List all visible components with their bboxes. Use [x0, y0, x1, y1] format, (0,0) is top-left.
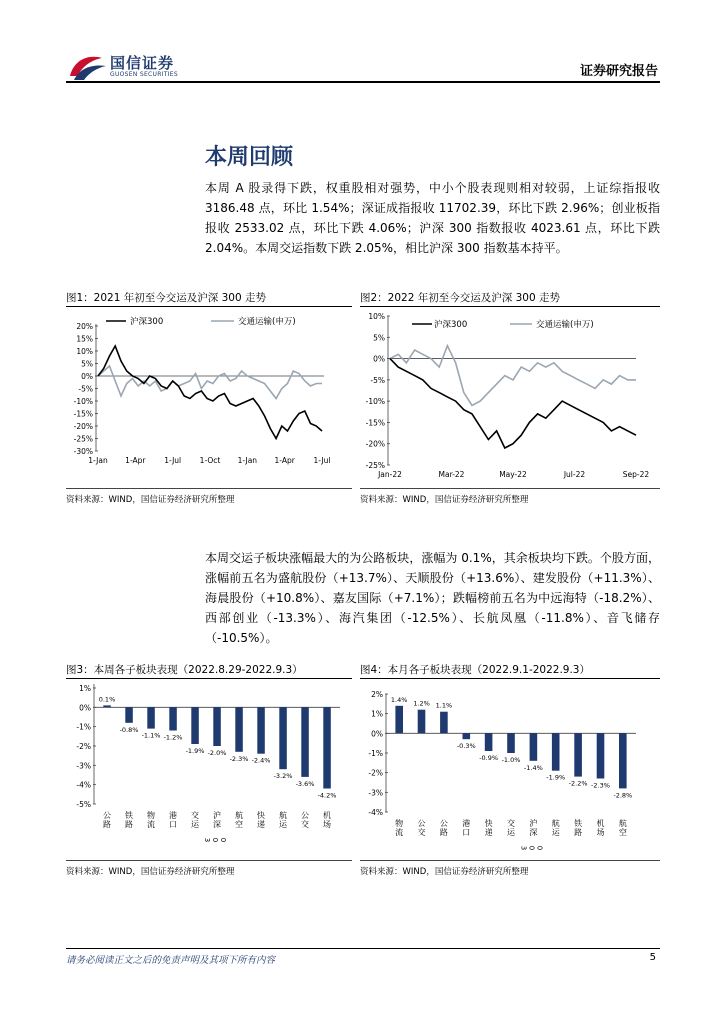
fig4-bar	[552, 733, 560, 770]
fig3-bar-label: -1.9%	[185, 747, 205, 756]
fig3-bar	[147, 707, 155, 728]
fig1-xtick-label: 1-Jan	[237, 456, 258, 465]
fig4-bar	[418, 710, 426, 734]
fig1-ytick-label: -5%	[78, 384, 93, 394]
figure-4-bottom-rule	[360, 860, 660, 861]
fig4-bar-label: -0.9%	[479, 754, 499, 763]
fig3-ytick-label: -4%	[76, 780, 91, 790]
fig3-bar-label: -3.6%	[295, 779, 315, 788]
fig1-ytick-label: 10%	[76, 347, 93, 356]
figure-1-top-rule	[66, 306, 352, 307]
fig2-xtick-label: May-22	[499, 470, 527, 479]
fig2-ytick-label: -25%	[365, 461, 385, 470]
fig2-xtick-label: Jul-22	[563, 470, 586, 479]
fig4-bar	[574, 733, 582, 776]
figure-2-title: 图2：2022 年初至今交运及沪深 300 走势	[360, 292, 560, 304]
fig3-category-label: 铁路	[125, 811, 133, 829]
fig4-bar-label: 1.4%	[390, 695, 408, 704]
fig4-bar-label: 1.1%	[435, 701, 453, 710]
fig1-ytick-label: 15%	[76, 334, 93, 344]
fig1-ytick-label: 0%	[81, 372, 93, 381]
fig4-ytick-label: -3%	[368, 788, 383, 798]
fig4-bar	[597, 733, 605, 778]
fig2-ytick-label: -10%	[365, 397, 385, 407]
figure-3-chart	[66, 682, 356, 857]
fig3-bar-label: -2.4%	[251, 756, 271, 765]
fig4-category-label: 铁路	[574, 819, 583, 837]
fig2-ytick-label: -5%	[370, 375, 385, 385]
fig1-ytick-label: 20%	[76, 322, 93, 331]
fig1-xtick-label: 1-Apr	[125, 456, 146, 465]
fig3-category-label: 航运	[279, 811, 287, 829]
fig2-ytick-label: 5%	[373, 333, 385, 343]
fig4-bar	[395, 706, 403, 734]
fig4-bar	[530, 733, 538, 761]
figure-4-top-rule	[360, 678, 660, 679]
fig3-ytick-label: 1%	[79, 684, 91, 693]
fig4-category-label: 公路	[439, 819, 448, 837]
figure-3-top-rule	[66, 678, 352, 679]
figure-1-chart	[66, 310, 356, 485]
figure-4-chart	[360, 682, 660, 857]
fig3-bar-label: -4.2%	[317, 791, 337, 800]
fig4-bar	[463, 733, 471, 739]
fig4-bar-label: -0.3%	[456, 742, 476, 751]
fig1-ytick-label: 5%	[81, 359, 93, 369]
page-number: 5	[649, 952, 656, 963]
fig3-bar	[125, 707, 133, 723]
fig1-xtick-label: 1-Apr	[274, 456, 295, 465]
fig3-category-label: 公路	[103, 811, 111, 829]
fig1-legend-hs300: 沪深300	[130, 317, 164, 327]
fig3-bar-label: 0.1%	[98, 695, 116, 704]
fig4-category-label: 物流	[395, 819, 404, 837]
fig3-ytick-label: -1%	[76, 722, 91, 732]
fig4-ytick-label: -2%	[368, 768, 383, 778]
company-logo	[66, 50, 206, 84]
fig1-legend-transport: 交通运输(申万)	[238, 317, 296, 327]
fig4-category-label: 快递	[484, 819, 493, 837]
fig2-ytick-label: 10%	[368, 312, 385, 321]
fig3-bar	[235, 707, 243, 752]
fig4-bar	[619, 733, 627, 788]
figure-3-bottom-rule	[66, 860, 352, 861]
fig3-category-label: 物流	[147, 811, 155, 829]
figure-1-source: 资料来源：WIND，国信证券经济研究所整理	[66, 495, 235, 505]
fig4-category-label: 航运	[551, 819, 560, 837]
fig3-bar-label: -1.2%	[163, 733, 183, 742]
fig2-ytick-label: -20%	[365, 439, 385, 449]
fig3-category-label: 公交	[301, 811, 309, 829]
fig4-ytick-label: 0%	[371, 729, 383, 739]
fig2-legend-hs300: 沪深300	[434, 320, 468, 330]
footer-disclaimer: 请务必阅读正文之后的免责声明及其项下所有内容	[66, 955, 276, 966]
fig2-xtick-label: Jan-22	[378, 470, 402, 479]
fig3-bar	[257, 707, 265, 753]
fig1-ytick-label: -15%	[73, 409, 93, 419]
fig3-bar	[279, 707, 287, 769]
fig4-bar-label: -2.2%	[568, 779, 588, 788]
footer-divider	[66, 948, 660, 949]
fig3-bar-label: -2.3%	[229, 754, 249, 763]
fig1-ytick-label: -20%	[73, 422, 93, 431]
fig4-category-label: 港口	[462, 819, 471, 837]
fig4-bar-label: -1.4%	[523, 763, 543, 772]
figure-2-top-rule	[360, 306, 660, 307]
section-title: 本周回顾	[205, 145, 294, 170]
fig4-ytick-label: -1%	[368, 749, 383, 758]
logo-mark-icon	[66, 50, 108, 84]
fig4-bar-label: -2.8%	[613, 791, 633, 800]
fig4-category-label: 航空	[618, 819, 627, 837]
fig3-bar-label: -2.0%	[207, 749, 227, 757]
fig3-bar	[301, 707, 309, 777]
paragraph-sector-review: 本周交运子板块涨幅最大的为公路板块，涨幅为 0.1%，其余板块均下跌。个股方面，涨幅前五名为盛航股份（+13.7%）、天顺股份（+13.6%）、建发股份（+11.3%）、海晨股份（+10.8%）、嘉友国际（+7.1%）；跌幅榜前五名为中远海特（-18.2%）、西部创业（-13.3%）、海汽集团（-12.5%）、长航凤凰（-11.8%）、音飞储存（-10.5%）。	[205, 551, 660, 645]
fig3-bar	[103, 705, 111, 707]
fig3-ytick-label: -3%	[76, 761, 91, 771]
fig4-category-label: 公交	[417, 819, 426, 837]
fig1-xtick-label: 1-Jul	[164, 456, 182, 465]
report-type: 证券研究报告	[579, 64, 658, 79]
fig1-xtick-label: 1-Jul	[313, 456, 331, 465]
fig4-bar	[485, 733, 493, 751]
fig1-series-transport-line	[98, 366, 322, 399]
logo-text-en: GUOSEN SECURITIES	[110, 71, 179, 78]
fig4-ytick-label: 2%	[371, 690, 383, 699]
fig1-ytick-label: -10%	[73, 397, 93, 406]
fig1-xtick-label: 1-Oct	[199, 456, 221, 465]
fig2-xtick-label: Mar-22	[438, 470, 465, 479]
fig3-bar	[169, 707, 177, 730]
figure-2-bottom-rule	[360, 488, 660, 489]
fig4-category-label: 沪深 300	[519, 819, 544, 852]
fig4-category-label: 交运	[507, 819, 515, 837]
figure-3-title: 图3：本周各子板块表现（2022.8.29-2022.9.3）	[66, 664, 303, 676]
figure-2-source: 资料来源：WIND，国信证券经济研究所整理	[360, 495, 529, 505]
fig4-bar	[507, 733, 515, 753]
fig3-bar-label: -1.1%	[141, 731, 161, 740]
paragraph-market-review: 本周 A 股录得下跌，权重股相对强势，中小个股表现则相对较弱，上证综指报收 3186.48 点，环比 1.54%；深证成指报收 11702.39，环比下跌 2.96%；创业板指报收 2533.02 点，环比下跌 4.06%；沪深 300 指数报收 4023.61 点，环比下跌 2.04%。本周交运指数下跌 2.05%，相比沪深 300 指数基本持平。	[205, 181, 660, 255]
fig4-ytick-label: 1%	[371, 709, 383, 719]
fig2-legend-transport: 交通运输(申万)	[536, 320, 594, 330]
fig1-ytick-label: -30%	[73, 447, 93, 456]
fig3-bar	[323, 707, 331, 788]
fig4-ytick-label: -4%	[368, 808, 383, 817]
fig1-ytick-label: -25%	[73, 434, 93, 444]
fig1-series-hs300-line	[98, 346, 322, 439]
fig3-bar-label: -0.8%	[119, 725, 139, 734]
fig2-ytick-label: 0%	[373, 354, 385, 364]
fig3-bar	[213, 707, 221, 746]
fig4-bar-label: -1.0%	[501, 756, 521, 764]
figure-1-bottom-rule	[66, 488, 352, 489]
fig3-category-label: 港口	[169, 811, 177, 829]
fig4-bar-label: 1.2%	[413, 699, 430, 708]
fig4-category-label: 机场	[596, 819, 605, 837]
fig2-ytick-label: -15%	[365, 418, 385, 428]
fig2-xtick-label: Sep-22	[622, 470, 650, 479]
figure-2-chart	[360, 310, 660, 485]
logo-text-cn: 国信证券	[110, 54, 175, 72]
fig3-category-label: 交运	[191, 811, 199, 829]
figure-3-source: 资料来源：WIND，国信证券经济研究所整理	[66, 867, 235, 877]
figure-4-title: 图4：本月各子板块表现（2022.9.1-2022.9.3）	[360, 664, 590, 676]
fig4-bar	[440, 712, 448, 734]
fig3-bar-label: -3.2%	[273, 772, 293, 781]
fig3-category-label: 机场	[323, 811, 331, 829]
fig3-bar	[191, 707, 199, 744]
fig3-ytick-label: -5%	[76, 800, 91, 809]
fig2-series-transport-line	[390, 346, 636, 406]
fig3-category-label: 快递	[257, 811, 265, 829]
fig2-series-hs300-line	[390, 359, 636, 448]
figure-4-source: 资料来源：WIND，国信证券经济研究所整理	[360, 867, 529, 877]
fig3-ytick-label: 0%	[79, 703, 91, 713]
fig3-category-label: 沪深 300	[203, 811, 227, 844]
header-divider	[66, 81, 660, 83]
figure-1-title: 图1：2021 年初至今交运及沪深 300 走势	[66, 292, 266, 304]
fig4-bar-label: -2.3%	[591, 781, 610, 790]
fig3-category-label: 航空	[235, 811, 243, 829]
fig1-xtick-label: 1-Jan	[88, 456, 108, 465]
fig3-ytick-label: -2%	[76, 742, 91, 751]
fig4-bar-label: -1.9%	[546, 773, 566, 782]
